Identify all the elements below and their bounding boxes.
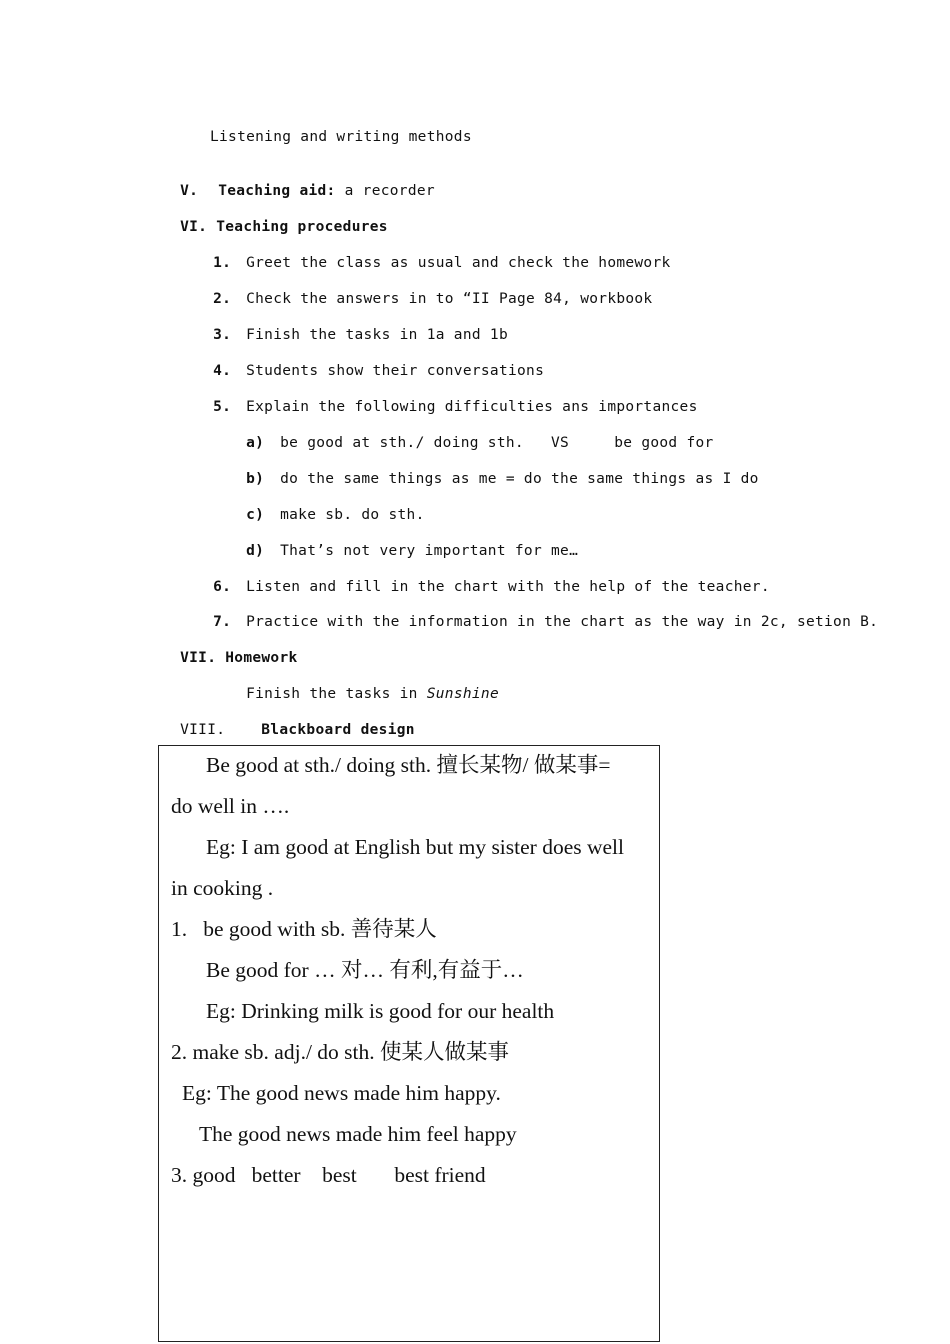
procedure-text: Practice with the information in the chart as the way in 2c, setion B. bbox=[246, 614, 879, 630]
blackboard-line: Eg: I am good at English but my sister does well bbox=[206, 835, 625, 859]
section-vii-number: VII. bbox=[180, 650, 217, 666]
methods-line: Listening and writing methods bbox=[210, 129, 472, 145]
sub-item-letter: b) bbox=[246, 471, 265, 487]
procedure-number: 5. bbox=[213, 399, 232, 415]
section-viii-number: VIII. bbox=[180, 722, 226, 738]
procedure-number: 1. bbox=[213, 255, 232, 271]
procedure-number: 6. bbox=[213, 579, 232, 595]
procedure-text: Students show their conversations bbox=[246, 363, 545, 379]
sub-item-letter: a) bbox=[246, 435, 265, 451]
procedure-text: Explain the following difficulties ans importances bbox=[246, 399, 698, 415]
procedure-text: Greet the class as usual and check the homework bbox=[246, 255, 671, 271]
procedure-number: 3. bbox=[213, 327, 232, 343]
blackboard-line: 1. be good with sb. 善待某人 bbox=[171, 917, 437, 941]
blackboard-line: Eg: The good news made him happy. bbox=[182, 1081, 501, 1105]
sub-item-text: That’s not very important for me… bbox=[280, 543, 579, 559]
blackboard-line: The good news made him feel happy bbox=[199, 1122, 517, 1146]
procedure-number: 2. bbox=[213, 291, 232, 307]
procedure-text: Listen and fill in the chart with the help of the teacher. bbox=[246, 579, 770, 595]
sub-item-text: do the same things as me = do the same things as I do bbox=[280, 471, 759, 487]
procedure-text: Finish the tasks in 1a and 1b bbox=[246, 327, 508, 343]
procedure-text: Check the answers in to “II Page 84, workbook bbox=[246, 291, 653, 307]
section-vi-number: VI. bbox=[180, 219, 208, 235]
section-viii-label: Blackboard design bbox=[261, 722, 415, 738]
homework-book-title: Sunshine bbox=[426, 686, 499, 702]
section-vi-label: Teaching procedures bbox=[216, 219, 388, 235]
homework-text: Finish the tasks in bbox=[246, 686, 427, 702]
procedure-number: 7. bbox=[213, 614, 232, 630]
blackboard-line: 2. make sb. adj./ do sth. 使某人做某事 bbox=[171, 1040, 510, 1064]
blackboard-line: Be good at sth./ doing sth. 擅长某物/ 做某事= bbox=[206, 753, 611, 777]
blackboard-design-box bbox=[158, 745, 660, 1342]
section-v-value: a recorder bbox=[344, 183, 435, 199]
blackboard-line: 3. good better best best friend bbox=[171, 1163, 486, 1187]
sub-item-text: be good at sth./ doing sth. VS be good for bbox=[280, 435, 714, 451]
section-v-number: V. bbox=[180, 183, 199, 199]
section-v-label: Teaching aid: bbox=[218, 183, 336, 199]
section-vii-label: Homework bbox=[225, 650, 298, 666]
blackboard-line: do well in …. bbox=[171, 794, 290, 818]
blackboard-line: in cooking . bbox=[171, 876, 274, 900]
procedure-number: 4. bbox=[213, 363, 232, 379]
sub-item-text: make sb. do sth. bbox=[280, 507, 425, 523]
blackboard-line: Eg: Drinking milk is good for our health bbox=[206, 999, 555, 1023]
sub-item-letter: c) bbox=[246, 507, 265, 523]
blackboard-line: Be good for … 对… 有利,有益于… bbox=[206, 958, 524, 982]
sub-item-letter: d) bbox=[246, 543, 265, 559]
